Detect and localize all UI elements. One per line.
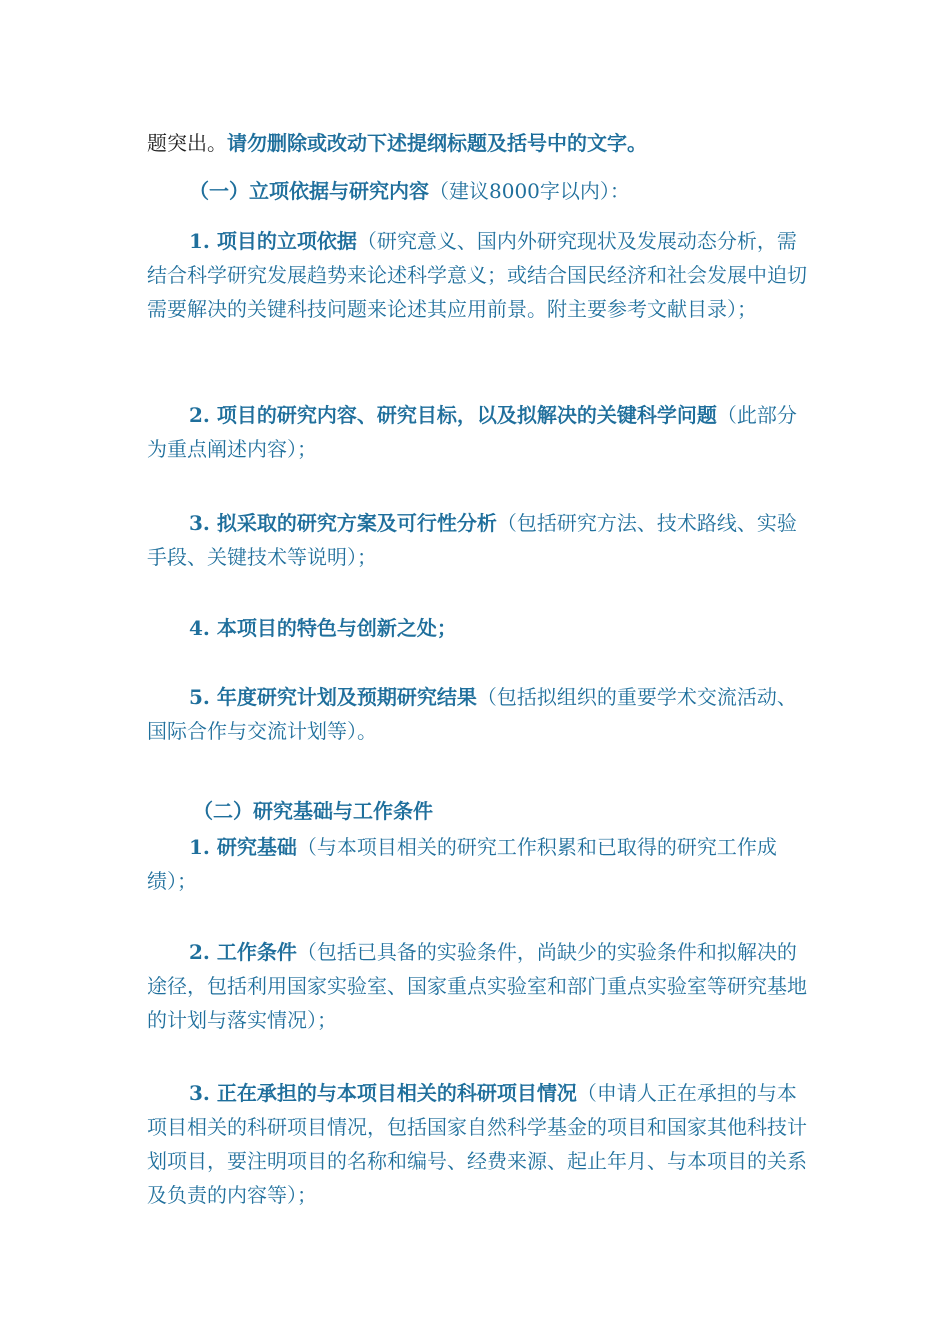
s1-item-3-note: （包括研究方法、技术路线、实验手段、关键技术等说明）； bbox=[147, 511, 797, 569]
intro-paragraph bbox=[147, 126, 807, 160]
s1-item-5-note: （包括拟组织的重要学术交流活动、国际合作与交流计划等）。 bbox=[147, 685, 797, 743]
s2-item-1-title: 1. 研究基础 bbox=[189, 835, 297, 859]
s1-item-3 bbox=[147, 506, 807, 574]
section-1-title: （一）立项依据与研究内容 bbox=[189, 179, 429, 203]
section-1-heading bbox=[189, 174, 849, 208]
s1-item-4-title: 4. 本项目的特色与创新之处； bbox=[189, 616, 457, 640]
intro-text: 题突出。 bbox=[147, 131, 227, 155]
s2-item-1 bbox=[147, 830, 807, 898]
s2-item-3-note: （申请人正在承担的与本项目相关的科研项目情况，包括国家自然科学基金的项目和国家其他科技计划项目，要注明项目的名称和编号、经费来源、起止年月、与本项目的关系及负责的内容等）； bbox=[147, 1081, 807, 1207]
s1-item-2-title: 2. 项目的研究内容、研究目标，以及拟解决的关键科学问题 bbox=[189, 403, 717, 427]
s2-item-3 bbox=[147, 1076, 807, 1212]
s1-item-2-note: （此部分为重点阐述内容）； bbox=[147, 403, 797, 461]
s2-item-2-note: （包括已具备的实验条件，尚缺少的实验条件和拟解决的途径，包括利用国家实验室、国家重点实验室和部门重点实验室等研究基地的计划与落实情况）； bbox=[147, 940, 807, 1032]
s1-item-2 bbox=[147, 398, 807, 466]
s2-item-3-title: 3. 正在承担的与本项目相关的科研项目情况 bbox=[189, 1081, 577, 1105]
s1-item-1-title: 1. 项目的立项依据 bbox=[189, 229, 357, 253]
section-2-heading bbox=[193, 794, 853, 828]
intro-instruction: 请勿删除或改动下述提纲标题及括号中的文字。 bbox=[227, 131, 647, 155]
s2-item-2 bbox=[147, 935, 807, 1037]
s1-item-1 bbox=[147, 224, 807, 326]
s1-item-1-note: （研究意义、国内外研究现状及发展动态分析，需结合科学研究发展趋势来论述科学意义；或结合国民经济和社会发展中迫切需要解决的关键科技问题来论述其应用前景。附主要参考文献目录）； bbox=[147, 229, 807, 321]
s1-item-4 bbox=[147, 611, 807, 645]
s1-item-5-title: 5. 年度研究计划及预期研究结果 bbox=[189, 685, 477, 709]
s2-item-2-title: 2. 工作条件 bbox=[189, 940, 297, 964]
s1-item-3-title: 3. 拟采取的研究方案及可行性分析 bbox=[189, 511, 497, 535]
s1-item-5 bbox=[147, 680, 807, 748]
s2-item-1-note: （与本项目相关的研究工作积累和已取得的研究工作成绩）； bbox=[147, 835, 777, 893]
section-1-note: （建议8000字以内）： bbox=[429, 179, 630, 203]
section-2-title: （二）研究基础与工作条件 bbox=[193, 799, 433, 823]
